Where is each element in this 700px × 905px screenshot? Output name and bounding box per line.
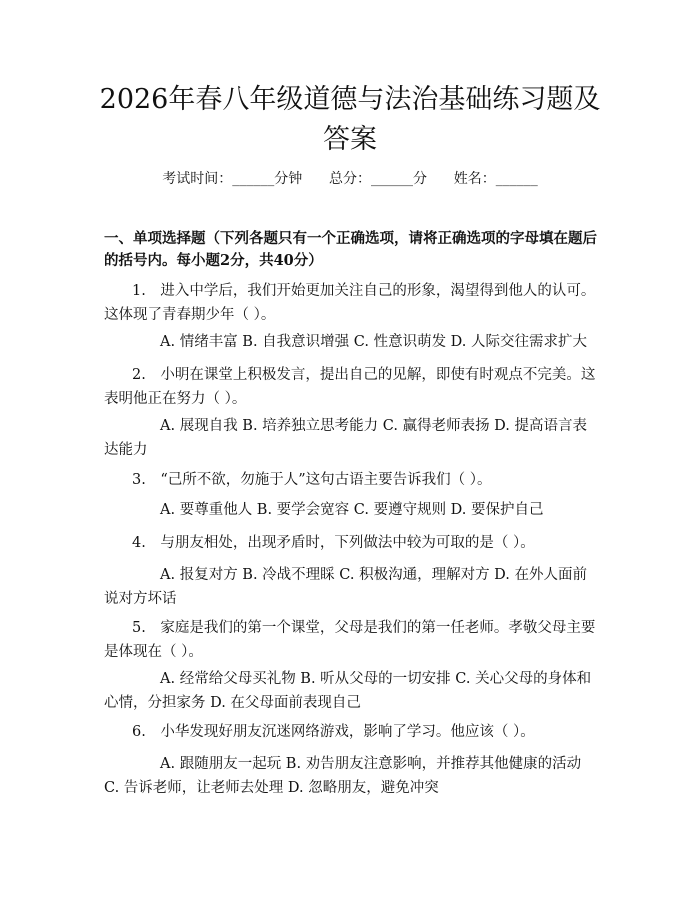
question-2-stem: 2. 小明在课堂上积极发言，提出自己的见解，即使有时观点不完美。这表明他正在努力（ ）。: [104, 367, 596, 407]
question-4-options: A. 报复对方 B. 冷战不理睬 C. 积极沟通，理解对方 D. 在外人面前说对方坏话: [104, 567, 588, 607]
question-1-stem: 1. 进入中学后，我们开始更加关注自己的形象，渴望得到他人的认可。这体现了青春期少年（ ）。: [104, 283, 596, 323]
question-6-options: A. 跟随朋友一起玩 B. 劝告朋友注意影响，并推荐其他健康的活动 C. 告诉老师，让老师去处理 D. 忽略朋友，避免冲突: [104, 756, 582, 796]
question-4-stem: 4. 与朋友相处，出现矛盾时，下列做法中较为可取的是（ ）。: [132, 535, 535, 551]
question-3-options: A. 要尊重他人 B. 要学会宽容 C. 要遵守规则 D. 要保护自己: [160, 502, 544, 518]
question-3-stem: 3. “己所不欲，勿施于人”这句古语主要告诉我们（ ）。: [132, 472, 492, 488]
question-6-stem: 6. 小华发现好朋友沉迷网络游戏，影响了学习。他应该（ ）。: [132, 724, 535, 740]
page-title: 2026年春八年级道德与法治基础练习题及答案: [99, 84, 601, 155]
section-heading: 一、单项选择题（下列各题只有一个正确选项，请将正确选项的字母填在题后的括号内。每小题2分，共40分）: [104, 230, 597, 269]
question-5-stem: 5. 家庭是我们的第一个课堂，父母是我们的第一任老师。孝敬父母主要是体现在（ ）。: [104, 620, 596, 660]
question-2-options: A. 展现自我 B. 培养独立思考能力 C. 赢得老师表扬 D. 提高语言表达能力: [104, 418, 588, 458]
exam-info: 考试时间：______分钟 总分：______分 姓名：______: [162, 171, 538, 187]
question-1-options: A. 情绪丰富 B. 自我意识增强 C. 性意识萌发 D. 人际交往需求扩大: [160, 334, 588, 350]
question-5-options: A. 经常给父母买礼物 B. 听从父母的一切安排 C. 关心父母的身体和心情，分担家务 D. 在父母面前表现自己: [104, 671, 592, 711]
